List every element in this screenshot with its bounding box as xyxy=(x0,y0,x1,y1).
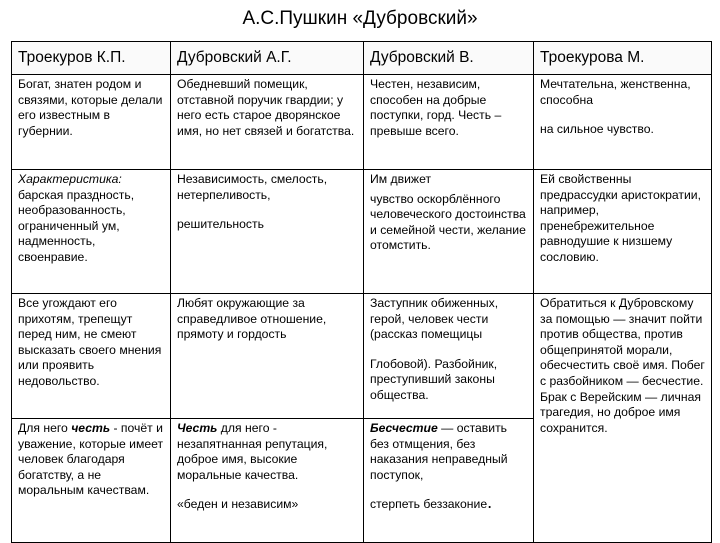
characters-table xyxy=(11,41,712,543)
table-cell: Любят окружающие за справедливое отношение, прямоту и гордость xyxy=(171,294,364,419)
keyword-honor: Честь xyxy=(177,421,218,435)
table-cell: Честен, независим, способен на добрые поступки, горд. Честь – превыше всего. xyxy=(364,75,534,170)
cell-text: Глобовой). Разбойник, преступивший законы общества. xyxy=(370,356,498,402)
header-troekurova: Троекурова М. xyxy=(534,42,712,75)
cell-text: . xyxy=(487,492,493,513)
table-cell xyxy=(12,170,171,294)
table-row xyxy=(12,170,712,294)
cell-text: на сильное чувство. xyxy=(540,122,654,137)
keyword-honor: честь xyxy=(71,421,111,435)
cell-text: «беден и независим» xyxy=(177,497,299,512)
page-title: А.С.Пушкин «Дубровский» xyxy=(242,8,478,29)
cell-italic-text: Характеристика: xyxy=(18,172,122,186)
table-cell xyxy=(364,294,534,419)
cell-text: - почёт и уважение, которые имеет человек благодаря богатству, а не моральным качествам. xyxy=(18,421,164,498)
cell-text: — оставить без отмщения, без наказания неправедный поступок, xyxy=(370,421,508,482)
table-cell: Обедневший помещик, отставной поручик гвардии; у него есть старое дворянское имя, но нет связей и богатства. xyxy=(171,75,364,170)
table-cell: Обратиться к Дубровскому за помощью — значит пойти против общества, против общепринятой морали, обесчестить своё имя. Побег с разбойником — бесчестие. Брак с Верейским — личная трагедия, но доброе имя сохранится. xyxy=(534,294,712,543)
header-dubrovsky-v: Дубровский В. xyxy=(364,42,534,75)
table-row xyxy=(12,75,712,170)
table-cell: Ей свойственны предрассудки аристократии, например, пренебрежительное равнодушие к низшему сословию. xyxy=(534,170,712,294)
cell-text: барская праздность, необразованность, ограниченный ум, надменность, своенравие. xyxy=(18,187,135,264)
cell-text: Для него xyxy=(18,421,72,435)
cell-text: Им движет xyxy=(370,172,432,186)
cell-text: Заступник обиженных, герой, человек чести (рассказ помещицы xyxy=(370,296,499,342)
table-cell xyxy=(171,170,364,294)
keyword-dishonor: Бесчестие xyxy=(370,421,438,435)
table-cell xyxy=(364,170,534,294)
cell-text: Независимость, смелость, нетерпеливость, xyxy=(177,172,328,202)
header-row xyxy=(12,42,712,75)
table-cell: Богат, знатен родом и связями, которые делали его известным в губернии. xyxy=(12,75,171,170)
table-cell: Все угождают его прихотям, трепещут перед ним, не смеют высказать своего мнения или проявить недовольство. xyxy=(12,294,171,419)
cell-text: для него - незапятнанная репутация, доброе имя, высокие моральные качества. xyxy=(177,421,328,482)
cell-text: чувство оскорблённого человеческого достоинства и семейной чести, желание отомстить. xyxy=(370,191,526,253)
cell-text: стерпеть беззаконие xyxy=(370,497,488,512)
table-cell xyxy=(171,419,364,543)
header-troekurov: Троекуров К.П. xyxy=(12,42,171,75)
cell-text: решительность xyxy=(177,217,264,232)
table-cell xyxy=(12,419,171,543)
cell-text: Мечтательна, женственна, способна xyxy=(540,77,691,107)
table-cell xyxy=(534,75,712,170)
table-row xyxy=(12,294,712,419)
header-dubrovsky-ag: Дубровский А.Г. xyxy=(171,42,364,75)
table-cell xyxy=(364,419,534,543)
